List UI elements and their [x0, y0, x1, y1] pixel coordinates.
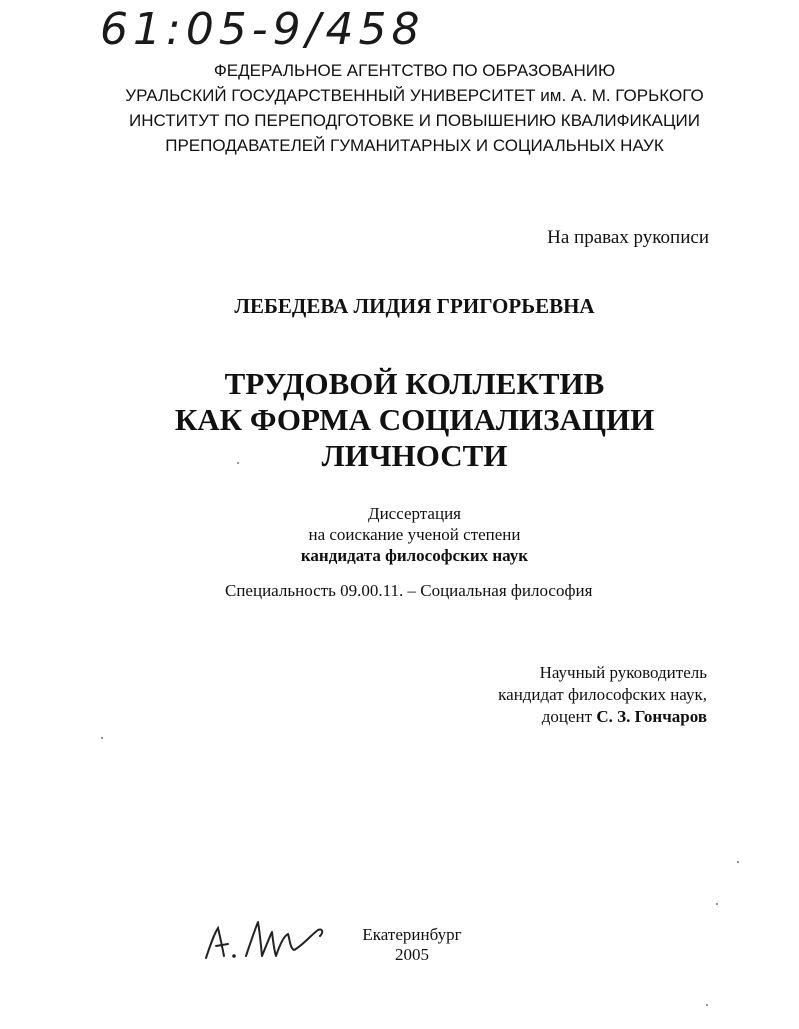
scan-speck — [706, 1004, 708, 1006]
supervisor-rank: доцент — [541, 707, 593, 726]
handwritten-signature — [198, 906, 328, 966]
author-name: ЛЕБЕДЕВА ЛИДИЯ ГРИГОРЬЕВНА — [234, 294, 595, 318]
scan-speck — [737, 861, 739, 863]
manuscript-note: На правах рукописи — [547, 227, 709, 248]
degree-name: кандидата философских наук — [300, 546, 529, 565]
year: 2005 — [395, 945, 429, 964]
institution-line-faculty: ПРЕПОДАВАТЕЛЕЙ ГУМАНИТАРНЫХ И СОЦИАЛЬНЫХ НАУК — [165, 136, 664, 155]
catalog-number-stamp: 61:05-9/458 — [100, 4, 425, 55]
specialty: Специальность 09.00.11. – Социальная философия — [225, 581, 593, 600]
scan-speck — [101, 737, 103, 739]
title-line-2: КАК ФОРМА СОЦИАЛИЗАЦИИ — [174, 402, 655, 437]
supervisor-block — [498, 662, 707, 728]
title-line-1: ТРУДОВОЙ КОЛЛЕКТИВ — [224, 366, 605, 401]
supervisor-degree: кандидат философских наук, — [498, 685, 707, 704]
degree-type: Диссертация — [367, 504, 461, 523]
city: Екатеринбург — [362, 925, 462, 944]
scan-speck — [237, 462, 239, 464]
scan-speck — [716, 903, 718, 905]
dissertation-title — [0, 366, 799, 474]
place-and-year — [342, 925, 482, 965]
supervisor-title-line — [498, 706, 707, 728]
supervisor-name: С. З. Гончаров — [596, 707, 707, 726]
degree-purpose: на соискание ученой степени — [308, 525, 521, 544]
degree-block — [0, 503, 799, 566]
supervisor-role: Научный руководитель — [539, 663, 707, 682]
institution-header — [0, 58, 799, 158]
institution-line-agency: ФЕДЕРАЛЬНОЕ АГЕНТСТВО ПО ОБРАЗОВАНИЮ — [213, 61, 616, 80]
title-line-3: ЛИЧНОСТИ — [321, 438, 508, 473]
institution-line-university: УРАЛЬСКИЙ ГОСУДАРСТВЕННЫЙ УНИВЕРСИТЕТ им. А. М. ГОРЬКОГО — [125, 86, 704, 105]
institution-line-institute: ИНСТИТУТ ПО ПЕРЕПОДГОТОВКЕ И ПОВЫШЕНИЮ КВАЛИФИКАЦИИ — [129, 111, 700, 130]
